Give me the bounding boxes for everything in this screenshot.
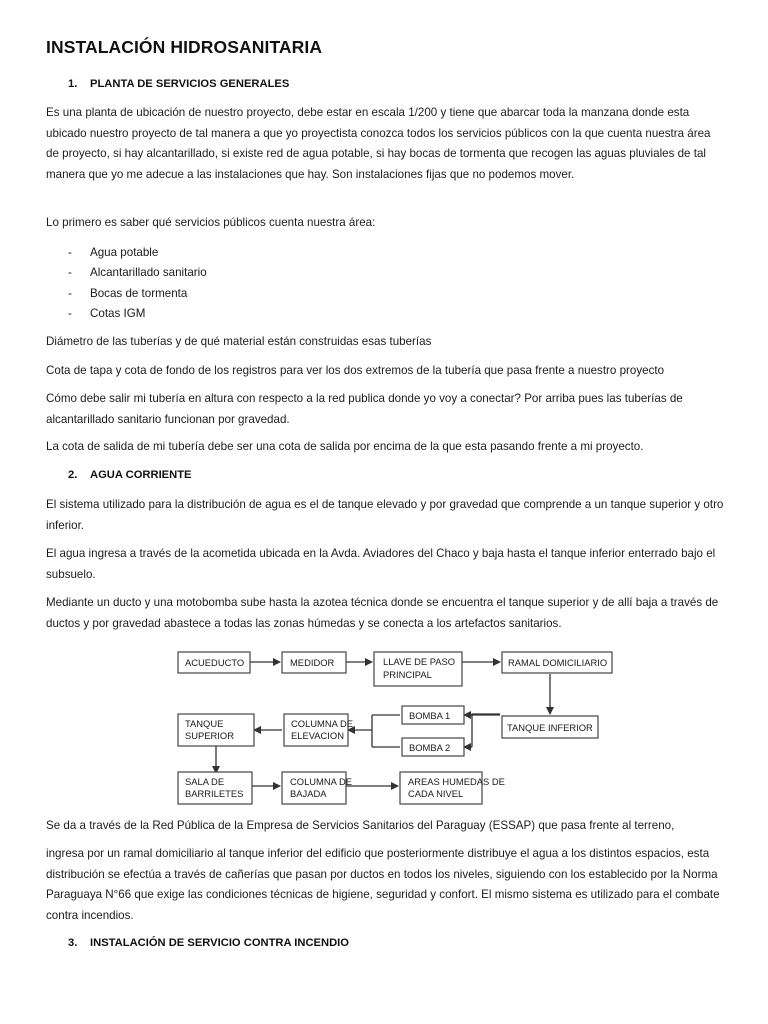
section-1-title: PLANTA DE SERVICIOS GENERALES — [90, 78, 290, 90]
label-tanque-inferior: TANQUE INFERIOR — [507, 722, 593, 733]
list-item: - Agua potable — [68, 246, 159, 259]
section-1-paragraph-4: Cota de tapa y cota de fondo de los registros para ver los dos extremos de la tubería que pasa frente a nuestro proyecto — [46, 364, 665, 377]
section-1-paragraph-1: Es una planta de ubicación de nuestro proyecto, debe estar en escala 1/200 y tiene que abarcar toda la manzana donde esta ubicado nuestro proyecto de tal manera a que yo proyectista conozca todos los servicios públicos con la que cuenta nuestra área de proyecto, si hay alcantarillado, si existe red de agua potable, si hay bocas de tormenta que recogen las aguas pluviales de tal manera que yo me adecue a las instalaciones que hay. Son instalaciones fijas que no podemos mover. — [46, 106, 711, 181]
section-2-paragraph-3: Mediante un ducto y una motobomba sube hasta la azotea técnica donde se encuentra el tanque superior y de allí baja a través de ductos y por gravedad abastece a todas las zonas húmedas y se conecta a los artefactos sanitarios. — [46, 596, 719, 630]
label-columna-elev-2: ELEVACION — [291, 730, 344, 741]
label-llave-2: PRINCIPAL — [383, 669, 432, 680]
section-1-paragraph-6: La cota de salida de mi tubería debe ser una cota de salida por encima de la que esta pasando frente a mi proyecto. — [46, 440, 644, 453]
section-2-paragraph-1: El sistema utilizado para la distribución de agua es el de tanque elevado y por gravedad que comprende a un tanque superior y otro inferior. — [46, 498, 724, 532]
label-ramal: RAMAL DOMICILIARIO — [508, 657, 608, 668]
section-2-paragraph-4: Se da a través de la Red Pública de la Empresa de Servicios Sanitarios del Paraguay (ESSAP) que pasa frente al terreno, — [46, 819, 675, 832]
section-2-heading — [68, 469, 192, 481]
section-2-paragraph-5: ingresa por un ramal domiciliario al tanque inferior del edificio que posteriormente distribuye el agua a los distintos espacios, esta distribución se efectúa a través de cañerías que pasan por ductos en todos los niveles, siguiendo con los establecido por la Norma Paraguaya N°66 que exige las condiciones técnicas de higiene, seguridad y confort. El mismo sistema es utilizado para el combate contra incendios. — [46, 847, 720, 922]
label-medidor: MEDIDOR — [290, 657, 335, 668]
label-bomba-1: BOMBA 1 — [409, 710, 451, 721]
label-columna-baj-1: COLUMNA DE — [290, 776, 352, 787]
section-1-paragraph-2: Lo primero es saber qué servicios públicos cuenta nuestra área: — [46, 216, 376, 229]
section-1-number: 1. — [68, 78, 78, 90]
label-columna-elev-1: COLUMNA DE — [291, 718, 353, 729]
services-list — [68, 243, 207, 324]
list-item: - Cotas IGM — [68, 306, 146, 320]
label-bomba-2: BOMBA 2 — [409, 742, 451, 753]
label-tanque-sup-2: SUPERIOR — [185, 730, 234, 741]
label-areas-2: CADA NIVEL — [408, 788, 464, 799]
section-1-paragraph-5: Cómo debe salir mi tubería en altura con respecto a la red publica donde yo voy a conectar? Por arriba pues las tuberías de alcantarillado sanitario funcionan por gravedad. — [46, 392, 683, 426]
label-sala-2: BARRILETES — [185, 788, 244, 799]
section-3-heading — [68, 937, 349, 949]
label-llave-1: LLAVE DE PASO — [383, 656, 456, 667]
section-2-title: AGUA CORRIENTE — [90, 469, 192, 481]
section-1-paragraph-3: Diámetro de las tuberías y de qué material están construidas esas tuberías — [46, 335, 432, 348]
label-tanque-sup-1: TANQUE — [185, 718, 224, 729]
section-1-heading — [68, 78, 289, 90]
document-title: INSTALACIÓN HIDROSANITARIA — [46, 37, 323, 57]
label-areas-1: AREAS HUMEDAS DE — [408, 776, 505, 787]
list-item: - Bocas de tormenta — [68, 286, 188, 300]
water-flow-diagram — [0, 640, 768, 815]
list-item: - Alcantarillado sanitario — [68, 266, 207, 280]
section-2-paragraph-2: El agua ingresa a través de la acometida ubicada en la Avda. Aviadores del Chaco y baja hasta el tanque inferior enterrado bajo el subsuelo. — [46, 547, 716, 581]
section-3-number: 3. — [68, 937, 78, 949]
section-3-title: INSTALACIÓN DE SERVICIO CONTRA INCENDIO — [90, 937, 349, 949]
label-columna-baj-2: BAJADA — [290, 788, 327, 799]
label-acueducto: ACUEDUCTO — [185, 657, 245, 668]
section-2-number: 2. — [68, 469, 78, 481]
label-sala-1: SALA DE — [185, 776, 225, 787]
